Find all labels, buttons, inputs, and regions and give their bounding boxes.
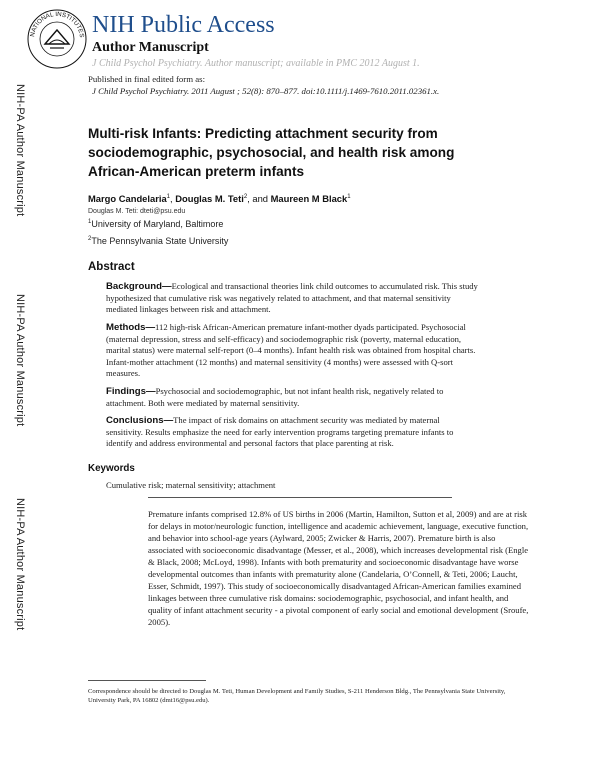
findings-label: Findings— — [106, 386, 156, 397]
findings-text: Psychosocial and sociodemographic, but not infant health risk, negatively related to attachment. Both were mediated by maternal sensitivity. — [106, 386, 444, 408]
abstract-background — [106, 281, 478, 316]
affiliation-1-number: 1 — [88, 219, 92, 225]
journal-availability-note: J Child Psychol Psychiatry. Author manuscript; available in PMC 2012 August 1. — [92, 58, 420, 69]
author-black: Maureen M Black — [270, 193, 348, 204]
abstract-heading: Abstract — [88, 261, 135, 273]
author-candelaria-affil: 1 — [166, 193, 171, 200]
author-black-affil: 1 — [347, 193, 351, 200]
correspondence-footnote: Correspondence should be directed to Douglas M. Teti, Human Development and Family Studies, S-211 Henderson Bldg., The Pennsylvania State University, University Park, PA 16802 (dmt16@psu.edu). — [88, 688, 506, 704]
abstract-methods — [106, 322, 478, 380]
author-separator: , and — [247, 193, 271, 204]
affiliation-2-number: 2 — [88, 236, 92, 242]
published-label: Published in final edited form as: — [88, 74, 206, 84]
author-teti: Douglas M. Teti — [175, 193, 244, 204]
affiliation-2 — [88, 236, 228, 246]
conclusions-label: Conclusions— — [106, 415, 174, 426]
author-separator: , — [170, 193, 176, 204]
affiliation-2-name: The Pennsylvania State University — [91, 236, 229, 246]
author-manuscript-label: Author Manuscript — [92, 40, 209, 55]
side-label-top: NIH-PA Author Manuscript — [14, 84, 26, 217]
nih-seal-logo — [26, 8, 88, 70]
affiliation-1-name: University of Maryland, Baltimore — [91, 219, 224, 229]
keywords-heading: Keywords — [88, 463, 135, 474]
background-text: Ecological and transactional theories link child outcomes to accumulated risk. This study hypothesized that cumulative risk was negatively related to attachment, and that maternal sensitivity mediated linkages between risk and attachment. — [106, 281, 478, 315]
author-list — [88, 193, 351, 204]
background-label: Background— — [106, 281, 172, 292]
title-line-3: African-American preterm infants — [88, 164, 305, 179]
affiliation-1 — [88, 219, 223, 229]
keywords-text: Cumulative risk; maternal sensitivity; attachment — [106, 480, 276, 490]
citation: J Child Psychol Psychiatry. 2011 August ; 52(8): 870–877. doi:10.1111/j.1469-7610.2011.02361.x. — [92, 86, 440, 96]
intro-paragraph: Premature infants comprised 12.8% of US births in 2006 (Martin, Hamilton, Sutton et al, 2009) and are at risk for delays in motor/neurologic function, intelligence and academic achievement, language, executive function, and behavior into school-age years (Aylward, 2005; Zwicker & Harris, 2007). Premature birth is also associated with socioeconomic disadvantage (Messer, et al., 2008), which increases developmental risk (Engle & Black, 2008; McLoyd, 1998). Infants with both prematurity and socioeconomic disadvantage have worse developmental outcomes than infants with prematurity alone (Candelaria, O’Connell, & Teti, 2006; Laucht, Esser, Schmidt, 1997). This study of socioeconomically disadvantaged African-American families examined linkages between three cumulative risk domains: sociodemographic, psychosocial, and infant health, and quality of infant attachment security - a pivotal component of early social and emotional development (Sroufe, 2005). — [148, 509, 529, 627]
paper-title — [88, 124, 454, 181]
methods-label: Methods— — [106, 322, 156, 333]
abstract-conclusions — [106, 415, 478, 450]
title-line-1: Multi-risk Infants: Predicting attachment security from — [88, 126, 438, 141]
svg-text:NATIONAL INSTITUTES OF HEALTH: NATIONAL INSTITUTES — [29, 10, 86, 38]
conclusions-text: The impact of risk domains on attachment security was mediated by maternal sensitivity. Results emphasize the need for early intervention programs targeting premature infants to identify and address environmental and personal factors that place parenting at risk. — [106, 415, 454, 449]
author-email: Douglas M. Teti: dteti@psu.edu — [88, 208, 186, 215]
abstract-findings — [106, 386, 478, 409]
methods-text: 112 high-risk African-American premature infant-mother dyads participated. Psychosocial (maternal depression, stress and self-efficacy) and sociodemographic risk (poverty, maternal education, marital status) were maternal self-report (0–4 months). Infant health risk was obtained from hospital charts. Infant-mother attachment (12 months) and maternal sensitivity (4 months) were assessed with Q-sort measures. — [106, 322, 476, 379]
side-label-bottom: NIH-PA Author Manuscript — [14, 498, 26, 631]
side-label-middle: NIH-PA Author Manuscript — [14, 294, 26, 427]
nih-public-access-title: NIH Public Access — [92, 12, 275, 38]
author-candelaria: Margo Candelaria — [88, 193, 167, 204]
title-line-2: sociodemographic, psychosocial, and health risk among — [88, 145, 455, 160]
section-divider — [148, 497, 452, 498]
author-teti-affil: 2 — [243, 193, 248, 200]
footnote-divider — [88, 680, 206, 681]
